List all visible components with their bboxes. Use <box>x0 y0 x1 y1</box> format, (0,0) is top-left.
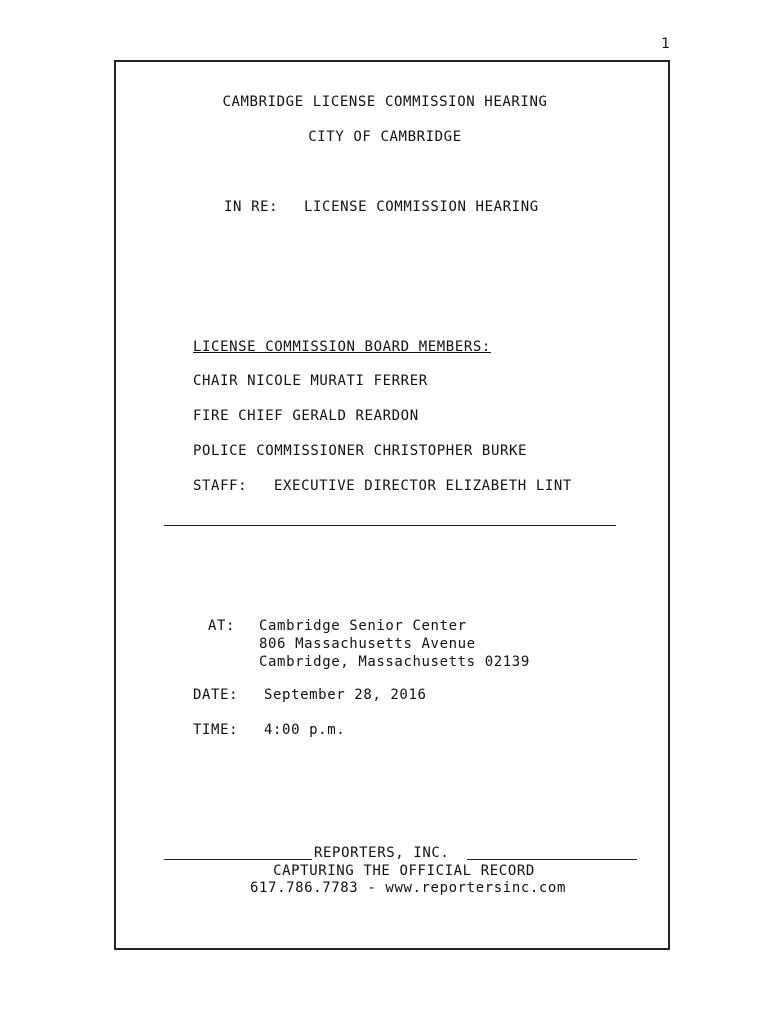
company-contact: 617.786.7783 - www.reportersinc.com <box>249 880 566 896</box>
board-member: POLICE COMMISSIONER CHRISTOPHER BURKE <box>193 443 528 459</box>
location-line: Cambridge Senior Center <box>259 618 467 634</box>
company-name: REPORTERS, INC. <box>314 845 450 861</box>
time-value: 4:00 p.m. <box>264 722 346 738</box>
page-number: 1 <box>661 36 670 52</box>
company-tagline: CAPTURING THE OFFICIAL RECORD <box>273 863 535 879</box>
hearing-title: CAMBRIDGE LICENSE COMMISSION HEARING <box>222 94 548 110</box>
in-re-label: IN RE: <box>224 199 279 215</box>
staff-value: EXECUTIVE DIRECTOR ELIZABETH LINT <box>274 478 572 494</box>
location-line: Cambridge, Massachusetts 02139 <box>259 654 530 670</box>
date-label: DATE: <box>193 687 239 703</box>
transcript-page-frame <box>114 60 670 950</box>
board-member: FIRE CHIEF GERALD REARDON <box>193 408 419 424</box>
date-value: September 28, 2016 <box>264 687 427 703</box>
location-line: 806 Massachusetts Avenue <box>259 636 476 652</box>
board-member: CHAIR NICOLE MURATI FERRER <box>193 373 428 389</box>
footer-rule-left <box>164 859 312 860</box>
time-label: TIME: <box>193 722 239 738</box>
staff-label: STAFF: <box>193 478 248 494</box>
at-label: AT: <box>208 618 236 634</box>
in-re-value: LICENSE COMMISSION HEARING <box>304 199 539 215</box>
section-divider <box>164 525 616 526</box>
board-heading: LICENSE COMMISSION BOARD MEMBERS: <box>193 339 491 355</box>
footer-rule-right <box>467 859 637 860</box>
city-name: CITY OF CAMBRIDGE <box>308 129 462 145</box>
